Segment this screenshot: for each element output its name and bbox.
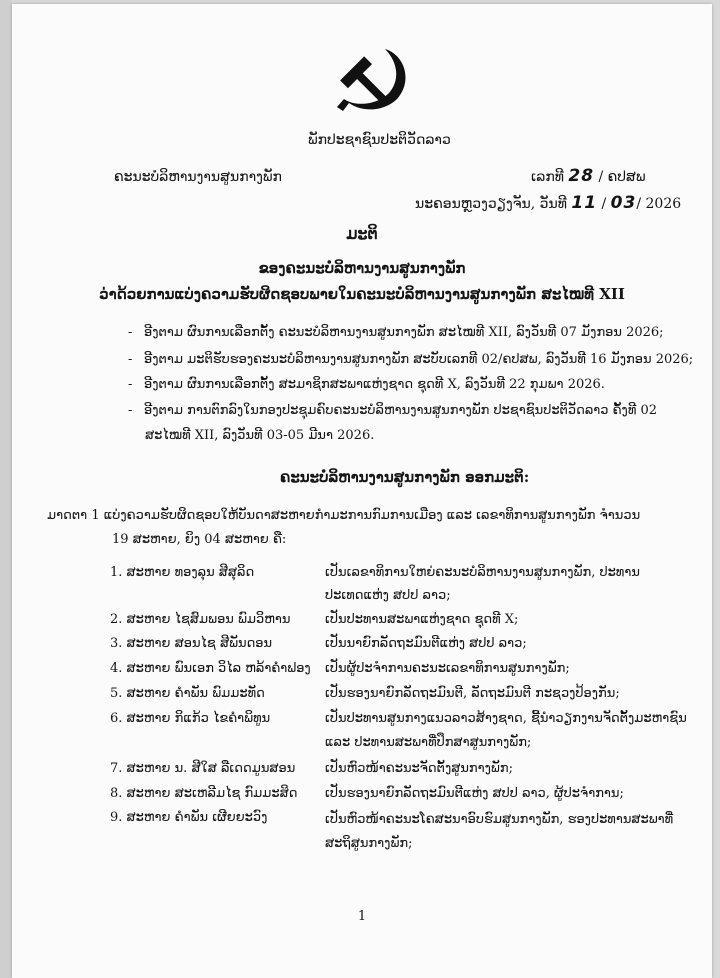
member-role-cont: ປະເທດແຫ່ງ ສປປ ລາວ; (325, 588, 451, 603)
date-prefix: ນະຄອນຫຼວງວຽງຈັນ, ວັນທີ (415, 196, 567, 212)
reference-item: - ອີງຕາມ ຜົນການເລືອກຕັ້ງ ສະມາຊິກສະພາແຫ່ງຊາດ ຊຸດທີ X, ລົງວັນທີ 22 ກຸມພາ 2026. (128, 377, 605, 392)
number-prefix: ເລກທີ (531, 169, 564, 185)
reference-item: - ອີງຕາມ ການຕົກລົງໃນກອງປະຊຸມຄົບຄະນະບໍລິຫານງານສູນກາງພັກ ປະຊາຊົນປະຕິວັດລາວ ຄັ້ງທີ 02 (128, 403, 658, 418)
member-role: ເປັນເລຂາທິການໃຫຍ່ຄະນະບໍລິຫານງານສູນກາງພັກ, ປະທານ (325, 565, 640, 580)
number-suffix: / ຄປສພ (598, 169, 646, 185)
member-role: ເປັນປະທານສະພາແຫ່ງຊາດ ຊຸດທີ X; (325, 612, 519, 627)
hammer-and-sickle-icon (327, 41, 413, 115)
member-role: ເປັນຮອງນາຍົກລັດຖະມົນຕີ, ລັດຖະມົນຕີ ກະຊວງປ້ອງກັນ; (325, 686, 620, 701)
reference-continuation: ສະໄໝທີ XII, ລົງວັນທີ 03-05 ມີນາ 2026. (145, 428, 375, 443)
number-handwritten: 28 (568, 166, 595, 186)
decision-heading: ຄະນະບໍລິຫານງານສູນກາງພັກ ອອກມະຕິ: (280, 468, 530, 486)
member-name: 7. ສະຫາຍ ນ. ສີໃສ ລືເດດມູນສອນ (110, 761, 296, 776)
reference-item: - ອີງຕາມ ມະຕິຮັບຮອງຄະນະບໍລິຫານງານສູນກາງພັກ ສະບັບເລກທີ 02/ຄປສພ, ລົງວັນທີ 16 ມັງກອນ 2026; (128, 352, 694, 367)
date-day: 11 (571, 193, 598, 213)
date-month: 03 (610, 193, 637, 213)
article-1-line2: 19 ສະຫາຍ, ຍິງ 04 ສະຫາຍ ຄື: (112, 532, 287, 547)
member-role-cont: ສະຖິສູນກາງພັກ; (325, 836, 413, 851)
member-name: 9. ສະຫາຍ ຄຳພັນ ເຜີຍຍະວົງ (110, 810, 268, 825)
member-name: 2. ສະຫາຍ ໄຊສົມພອນ ພົມວິຫານ (110, 612, 291, 627)
member-name: 8. ສະຫາຍ ສະເຫລີມໄຊ ກົມມະສິດ (110, 786, 298, 801)
scan-edge (0, 0, 12, 978)
member-role: ເປັນຮອງນາຍົກລັດຖະມົນຕີແຫ່ງ ສປປ ລາວ, ຜູ້ປະຈຳການ; (325, 786, 624, 801)
article-1-line1: ມາດຕາ 1 ແບ່ງຄວາມຮັບຜິດຊອບໃຫ້ບັນດາສະຫາຍກຳມະການກົມການເມືອງ ແລະ ເລຂາທິການສູນກາງພັກ ຈຳນວນ (47, 508, 641, 523)
member-name: 6. ສະຫາຍ ກິແກ້ວ ໄຂຄຳພິທູນ (110, 711, 271, 726)
member-name: 3. ສະຫາຍ ສອນໄຊ ສີພັນດອນ (110, 636, 273, 651)
page-number: 1 (357, 909, 367, 924)
member-role: ເປັນຫົວໜ້າຄະນະຈັດຕັ້ງສູນກາງພັກ; (325, 761, 513, 776)
reference-item: - ອີງຕາມ ຜົນການເລືອກຕັ້ງ ຄະນະບໍລິຫານງານສູນກາງພັກ ສະໄໝທີ XII, ລົງວັນທີ 07 ມັງກອນ 2026; (128, 325, 664, 340)
document-page (12, 4, 712, 978)
document-number (531, 166, 646, 186)
date-sep: / (601, 196, 607, 212)
document-title-line2: ວ່າດ້ວຍການແບ່ງຄວາມຮັບຜິດຊອບພາຍໃນຄະນະບໍລິຫານງານສູນກາງພັກ ສະໄໝທີ XII (99, 285, 625, 303)
member-role: ເປັນປະທານສູນກາງແນວລາວສ້າງຊາດ, ຊີ້ນຳວຽກງານຈັດຕັ້ງມະຫາຊົນ (325, 711, 687, 726)
member-role: ເປັນຫົວໜ້າຄະນະໂຄສະນາອົບຮົມສູນກາງພັກ, ຮອງປະທານສະພາທີ່ (325, 812, 674, 827)
member-role-cont: ແລະ ປະທານສະພາທີ່ປຶກສາສູນກາງພັກ; (325, 735, 532, 750)
party-name: ພັກປະຊາຊົນປະຕິວັດລາວ (308, 132, 451, 148)
date-year: / 2026 (636, 196, 682, 212)
document-type: ມະຕິ (346, 224, 378, 243)
member-name: 4. ສະຫາຍ ພົນເອກ ວິໄລ ຫລ້າຄຳຟອງ (110, 661, 311, 676)
member-role: ເປັນຜູ້ປະຈຳການຄະນະເລຂາທິການສູນກາງພັກ; (325, 661, 570, 676)
member-name: 1. ສະຫາຍ ທອງລຸນ ສີສຸລິດ (110, 565, 255, 580)
document-title-line1: ຂອງຄະນະບໍລິຫານງານສູນກາງພັກ (258, 259, 466, 277)
member-name: 5. ສະຫາຍ ຄຳພັນ ພົມມະທັດ (110, 686, 265, 701)
issuing-committee: ຄະນະບໍລິຫານງານສູນກາງພັກ (114, 169, 282, 185)
document-date (415, 193, 681, 213)
member-role: ເປັນນາຍົກລັດຖະມົນຕີແຫ່ງ ສປປ ລາວ; (325, 636, 527, 651)
